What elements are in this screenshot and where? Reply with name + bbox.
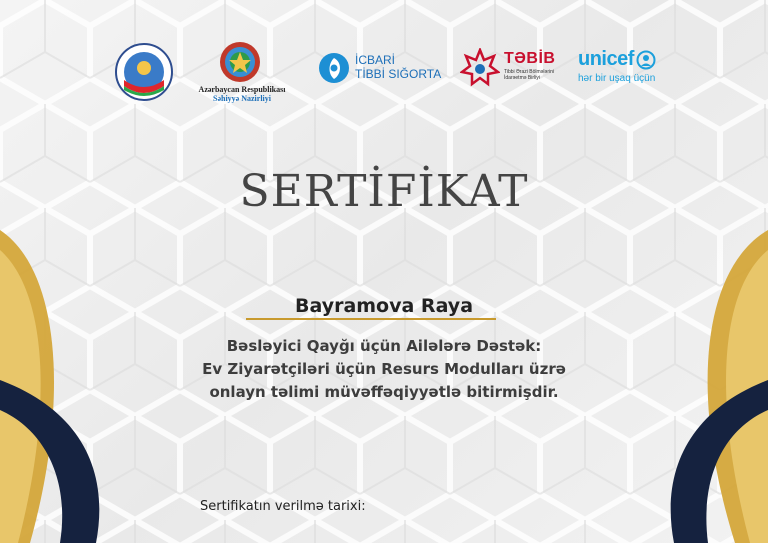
description-line-1: Bəsləyici Qayğı üçün Ailələrə Dəstək: (226, 337, 542, 355)
unicef-logo (578, 48, 656, 84)
description-line-2: Ev Ziyarətçiləri üçün Resurs Modulları üzrə (202, 360, 566, 378)
foundation-emblem-logo (114, 42, 174, 102)
tabib-logo-text (504, 50, 555, 81)
recipient-name: Bayramova Raya (294, 295, 474, 317)
recipient-underline (246, 318, 496, 320)
issue-date-label: Sertifikatın verilmə tarixi: (200, 499, 366, 514)
tabib-star-icon (460, 48, 500, 88)
certificate-description (0, 335, 768, 404)
unicef-name: unicef (578, 48, 634, 70)
icbari-tibbi-sigorta-icon (318, 52, 350, 84)
icbari-logo-text (355, 53, 441, 81)
azerbaijan-coat-of-arms-logo (218, 40, 262, 84)
tabib-sub2: İdarəetmə Birliyi (504, 75, 540, 81)
icbari-line2: TİBBİ SIĞORTA (355, 67, 442, 81)
tabib-name: TƏBİB (504, 50, 556, 67)
partner-logos (0, 38, 768, 108)
icbari-line1: İCBARİ (355, 53, 396, 67)
tabib-sub1: Tibbi Ərazi Bölmələrini (504, 69, 554, 75)
unicef-globe-icon (636, 50, 656, 70)
unicef-tagline: hər bir uşaq üçün (578, 73, 656, 84)
description-line-3: onlayn təlimi müvəffəqiyyətlə bitirmişdir. (209, 383, 559, 401)
certificate-title: SERTİFİKAT (239, 166, 529, 217)
ministry-line1: Azərbaycan Respublikası (198, 85, 286, 94)
ministry-logo-text (190, 85, 294, 103)
ministry-line2: Səhiyyə Nazirliyi (213, 94, 271, 103)
